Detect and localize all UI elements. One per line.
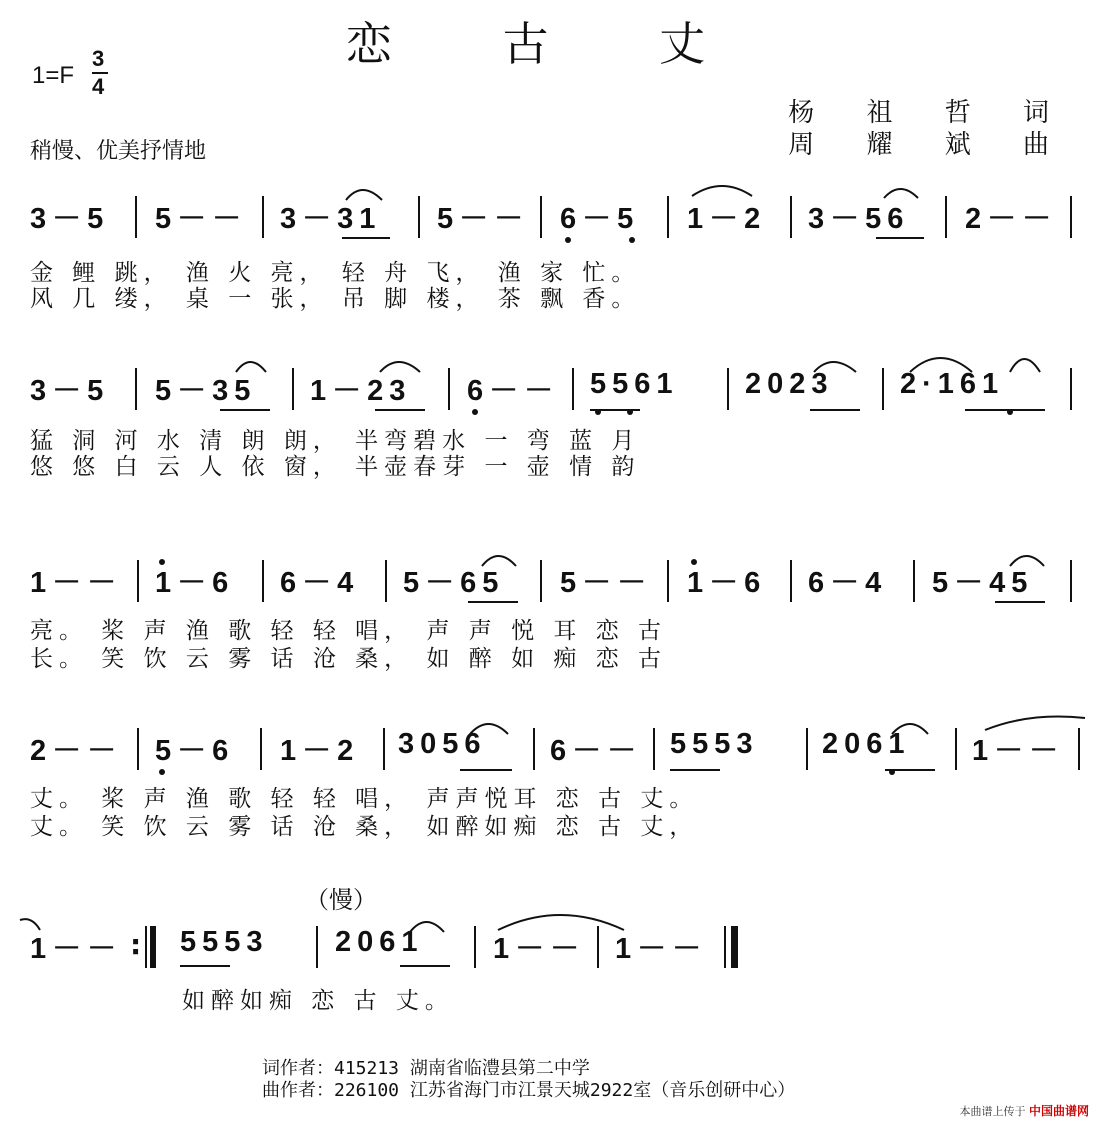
low-octave-dot [595,409,601,415]
lyric-line-2: 长。 笑 饮 云 雾 话 沧 桑， 如 醉 如 痴 恋 古 [30,646,668,672]
barline [806,728,808,770]
barline [262,560,264,602]
bar: 5553 [670,728,759,760]
lyric-line-1: 亮。 桨 声 渔 歌 轻 轻 唱， 声 声 悦 耳 恋 古 [30,618,668,644]
barline [945,196,947,238]
barline [572,368,574,410]
lyric-line-2: 悠 悠 白 云 人 依 窗， 半壶春芽 一 壶 情 韵 [30,454,641,480]
barline [790,196,792,238]
bar: 1－－ [972,735,1065,767]
lyric-line-2: 风 几 缕， 桌 一 张， 吊 脚 楼， 茶 飘 香。 [30,286,641,312]
barline [955,728,957,770]
tempo-marking: 稍慢、优美抒情地 [30,139,207,164]
barline [1070,368,1072,410]
barline [137,560,139,602]
bar: 3056 [398,728,487,760]
low-octave-dot [159,769,165,775]
bar: 6－4 [280,567,360,599]
barline [135,196,137,238]
lyricist-credit: 杨 祖 哲 词 [788,98,1071,128]
bar: 1－－ [615,933,708,965]
barline [262,196,264,238]
bar: 5561 [590,368,679,400]
barline [137,728,139,770]
footer-lyricist-address: 词作者：415213 湖南省临澧县第二中学 [262,1058,590,1079]
barline [385,560,387,602]
bar: 1－－ [30,567,123,599]
barline [790,560,792,602]
song-title: 恋 古 丈 [345,17,754,71]
bar: 1－2 [280,735,360,767]
barline [292,368,294,410]
barline [727,368,729,410]
bar: 1－6 [155,567,235,599]
composer-credit: 周 耀 斌 曲 [788,130,1071,160]
repeat-barline-thin [145,926,147,968]
low-octave-dot [1007,409,1013,415]
bar: 1－2 [687,203,767,235]
bar: 5－－ [437,203,530,235]
bar: 5553 [180,926,269,958]
site-logo: 中国曲谱网 [1028,1104,1089,1118]
final-barline-thick [731,926,738,968]
upload-note [959,1102,1089,1119]
bar: 5－45 [932,567,1034,599]
barline [913,560,915,602]
bar: 1－23 [310,375,412,407]
barline [1070,196,1072,238]
lyric-line-2: 丈。 笑 饮 云 雾 话 沧 桑， 如醉如痴 恋 古 丈， [30,814,699,840]
bar: 3－5 [30,203,110,235]
bar: 2－－ [30,735,123,767]
repeat-dots: : [130,928,142,961]
low-octave-dot [472,409,478,415]
bar: 6－5 [560,203,640,235]
time-bottom: 4 [92,74,105,99]
low-octave-dot [629,237,635,243]
bar: 3－56 [808,203,910,235]
barline [260,728,262,770]
barline [448,368,450,410]
barline [667,196,669,238]
barline [653,728,655,770]
lyric-line-1: 金 鲤 跳， 渔 火 亮， 轻 舟 飞， 渔 家 忙。 [30,260,641,286]
barline [474,926,476,968]
bar: 2023 [745,368,834,400]
slow-marking: （慢） [305,886,377,914]
low-octave-dot [889,769,895,775]
bar: 5－6 [155,735,235,767]
barline [597,926,599,968]
bar: 6－－ [467,375,560,407]
barline [418,196,420,238]
barline [533,728,535,770]
final-barline-thin [724,926,726,968]
barline [316,926,318,968]
barline [1078,728,1080,770]
bar: 6－4 [808,567,888,599]
barline [667,560,669,602]
time-top: 3 [92,46,105,71]
barline [135,368,137,410]
bar: 2061 [822,728,911,760]
bar: 2－－ [965,203,1058,235]
slur [692,186,752,196]
bar: 6－－ [550,735,643,767]
slur [1010,359,1040,372]
time-signature [92,48,108,98]
bar: 2061 [335,926,424,958]
bar: 5－35 [155,375,257,407]
bar: 2·161 [900,368,1005,400]
barline [882,368,884,410]
lyric-line-1: 猛 洞 河 水 清 朗 朗， 半弯碧水 一 弯 蓝 月 [30,428,641,454]
bar: 5－65 [403,567,505,599]
bar: 1－－ [493,933,586,965]
bar: 1－－ [30,933,123,965]
barline [540,196,542,238]
lyric-line-1: 如醉如痴 恋 古 丈。 [182,988,454,1014]
low-octave-dot [627,409,633,415]
bar: 3－5 [30,375,110,407]
upload-note-text: 本曲谱上传于 [959,1105,1026,1118]
barline [383,728,385,770]
key-signature: 1=F [32,62,75,89]
barline [540,560,542,602]
bar: 3－31 [280,203,382,235]
barline [1070,560,1072,602]
repeat-barline-thick [150,926,156,968]
lyric-line-1: 丈。 桨 声 渔 歌 轻 轻 唱， 声声悦耳 恋 古 丈。 [30,786,699,812]
bar: 1－6 [687,567,767,599]
footer-composer-address: 曲作者：226100 江苏省海门市江景天城2922室（音乐创研中心） [262,1080,796,1101]
bar: 5－－ [560,567,653,599]
bar: 5－－ [155,203,248,235]
low-octave-dot [565,237,571,243]
